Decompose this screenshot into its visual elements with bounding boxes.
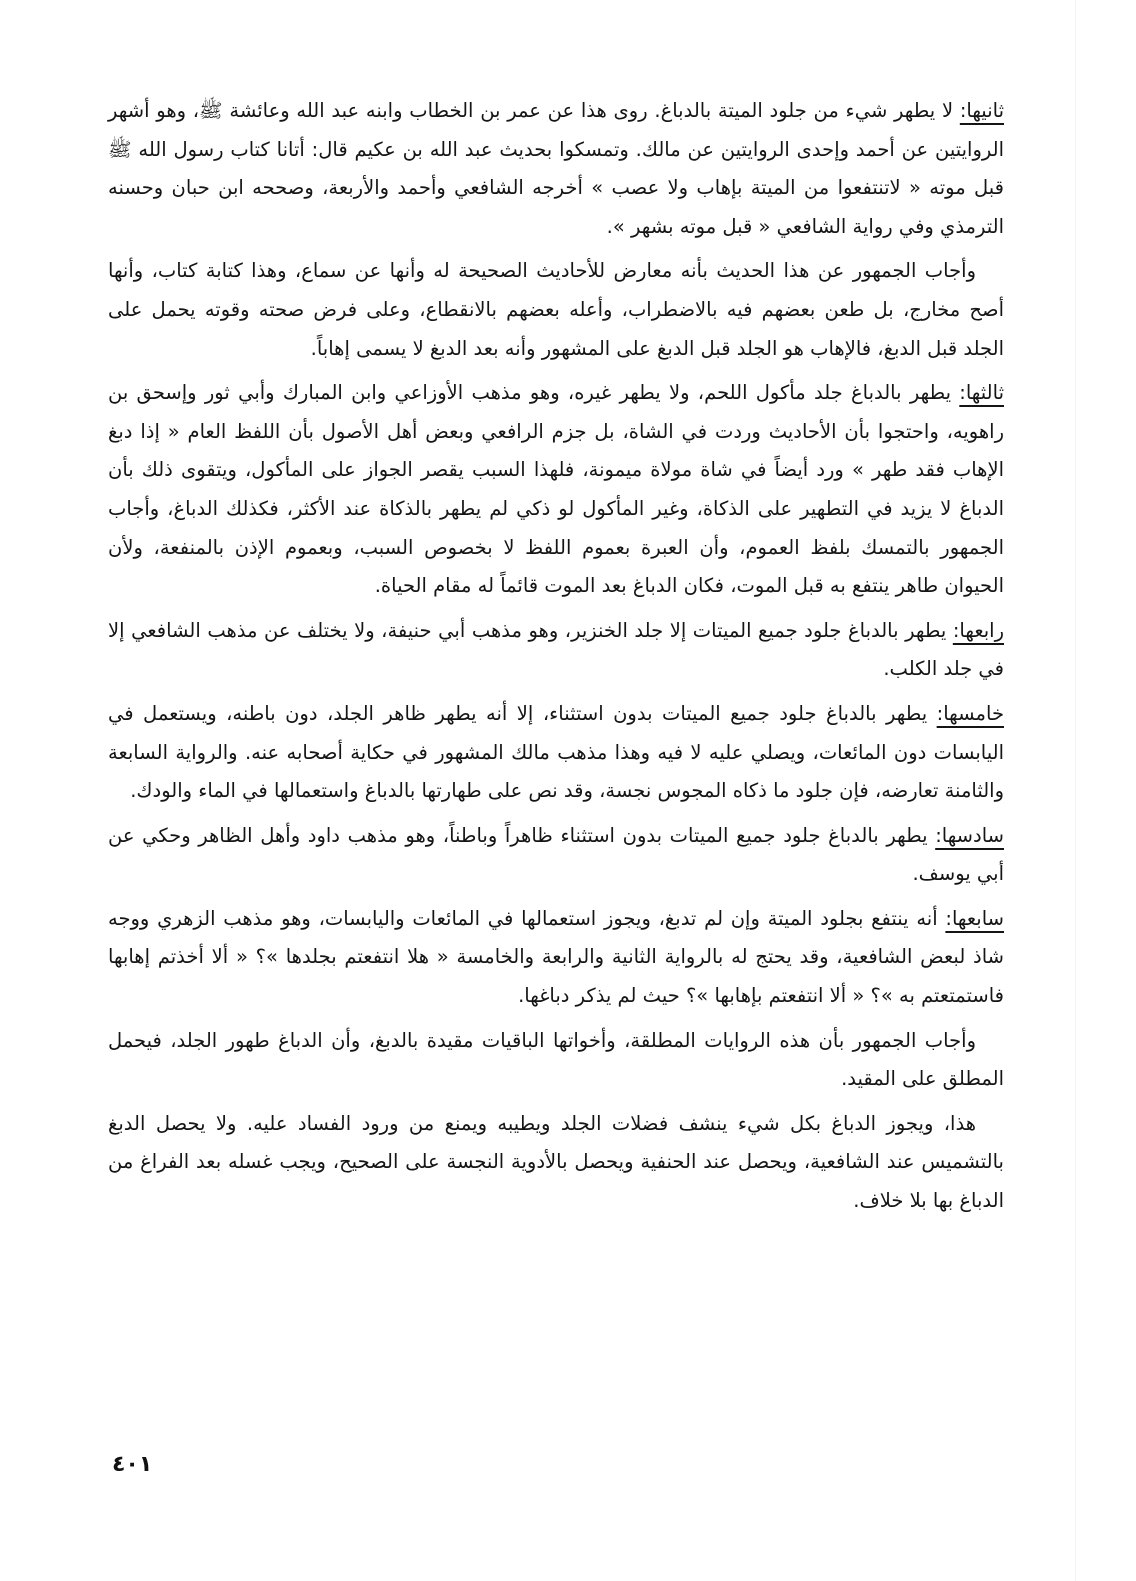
paragraph-text: وأجاب الجمهور عن هذا الحديث بأنه معارض للأحاديث الصحيحة له وأنها عن سماع، وهذا كتابة كتاب، وأنها أصح مخارج، بل طعن بعضهم فيه بالاضطراب، وأعله بعضهم بالانقطاع، وعلى فرض صحته وقوته يحمل على الجلد قبل الدبغ، فالإهاب هو الجلد قبل الدبغ على المشهور وأنه بعد الدبغ لا يسمى إهاباً. (108, 259, 1004, 360)
paragraph-text: يطهر بالدباغ جلد مأكول اللحم، ولا يطهر غيره، وهو مذهب الأوزاعي وابن المبارك وأبي ثور وإسحق بن راهويه، واحتجوا بأن الأحاديث وردت في الشاة، بل جزم الرافعي وبعض أهل الأصول بأن اللفظ العام « إذا دبغ الإهاب فقد طهر » ورد أيضاً في شاة مولاة ميمونة، فلهذا السبب يقصر الجواز على المأكول، ويتقوى ذلك بأن الدباغ لا يزيد في التطهير على الذكاة، وغير المأكول لو ذكي لم يطهر بالذكاة عند الأكثر، فكذلك الدباغ، وأجاب الجمهور بالتمسك بلفظ العموم، وأن العبرة بعموم اللفظ لا بخصوص السبب، وبعموم الإذن بالمنفعة، ولأن الحيوان طاهر ينتفع به قبل الموت، فكان الدباغ بعد الموت قائماً له مقام الحياة. (108, 381, 1004, 598)
paragraph-text: يطهر بالدباغ جلود جميع الميتات بدون استثناء، إلا أنه يطهر ظاهر الجلد، دون باطنه، ويستعمل في اليابسات دون المائعات، ويصلي عليه لا فيه وهذا مذهب مالك المشهور في حكاية أصحابه عنه. والرواية السابعة والثامنة تعارضه، فإن جلود ما ذكاه المجوس نجسة، وقد نص على طهارتها بالدباغ واستعمالها في الماء والودك. (108, 701, 1004, 803)
paragraph-label: سادسها: (935, 823, 1004, 847)
paragraph-text: وأجاب الجمهور بأن هذه الروايات المطلقة، وأخواتها الباقيات مقيدة بالدبغ، وأن الدباغ طهور الجلد، فيحمل المطلق على المقيد. (108, 1028, 1004, 1091)
paragraph-label: خامسها: (936, 701, 1004, 725)
paragraph-label: ثانيها: (959, 99, 1004, 122)
paragraph-tanning-method (108, 1105, 1004, 1221)
paragraph-fourth-opinion (108, 612, 1004, 689)
page-number: ٤٠١ (112, 1452, 153, 1477)
paragraph-sixth-opinion (108, 817, 1004, 894)
paragraph-text: يطهر بالدباغ جلود جميع الميتات بدون استثناء ظاهراً وباطناً، وهو مذهب داود وأهل الظاهر وحكي عن أبي يوسف. (108, 823, 1004, 886)
paragraph-label: ثالثها: (959, 381, 1004, 405)
paragraph-seventh-opinion (108, 900, 1004, 1016)
paragraph-text: أنه ينتفع بجلود الميتة وإن لم تدبغ، ويجوز استعمالها في المائعات واليابسات، وهو مذهب الزهري ووجه شاذ لبعض الشافعية، وقد يحتج له بالرواية الثانية والرابعة والخامسة « هلا انتفعتم بجلدها »؟ « ألا أخذتم إهابها فاستمتعتم به »؟ « ألا انتفعتم بإهابها »؟ حيث لم يذكر دباغها. (108, 906, 1004, 1008)
paragraph-majority-reply-2 (108, 1022, 1004, 1099)
paragraph-text: يطهر بالدباغ جلود جميع الميتات إلا جلد الخنزير، وهو مذهب أبي حنيفة، ولا يختلف عن مذهب الشافعي إلا في جلد الكلب. (108, 618, 1004, 681)
paragraph-label: سابعها: (945, 906, 1004, 930)
paragraph-text: لا يطهر شيء من جلود الميتة بالدباغ. روى هذا عن عمر بن الخطاب وابنه عبد الله وعائشة ﷺ، وهو أشهر الروايتين عن أحمد وإحدى الروايتين عن مالك. وتمسكوا بحديث عبد الله بن عكيم قال: أتانا كتاب رسول الله ﷺ قبل موته « لاتنتفعوا من الميتة بإهاب ولا عصب » أخرجه الشافعي وأحمد والأربعة، وصححه ابن حبان وحسنه الترمذي وفي رواية الشافعي « قبل موته بشهر ». (108, 99, 1004, 238)
paragraph-text: هذا، ويجوز الدباغ بكل شيء ينشف فضلات الجلد ويطيبه ويمنع من ورود الفساد عليه. ولا يحصل الدبغ بالتشميس عند الشافعية، ويحصل عند الحنفية ويحصل بالأدوية النجسة على الصحيح، ويجب غسله بعد الفراغ من الدباغ بها بلا خلاف. (108, 1111, 1004, 1213)
paragraph-fifth-opinion (108, 695, 1004, 811)
page-edge-shadow (1075, 0, 1076, 1581)
page-body (108, 92, 1004, 1227)
paragraph-majority-reply (108, 252, 1004, 368)
paragraph-label: رابعها: (952, 618, 1004, 642)
paragraph-second-opinion (108, 92, 1004, 246)
paragraph-third-opinion (108, 374, 1004, 606)
